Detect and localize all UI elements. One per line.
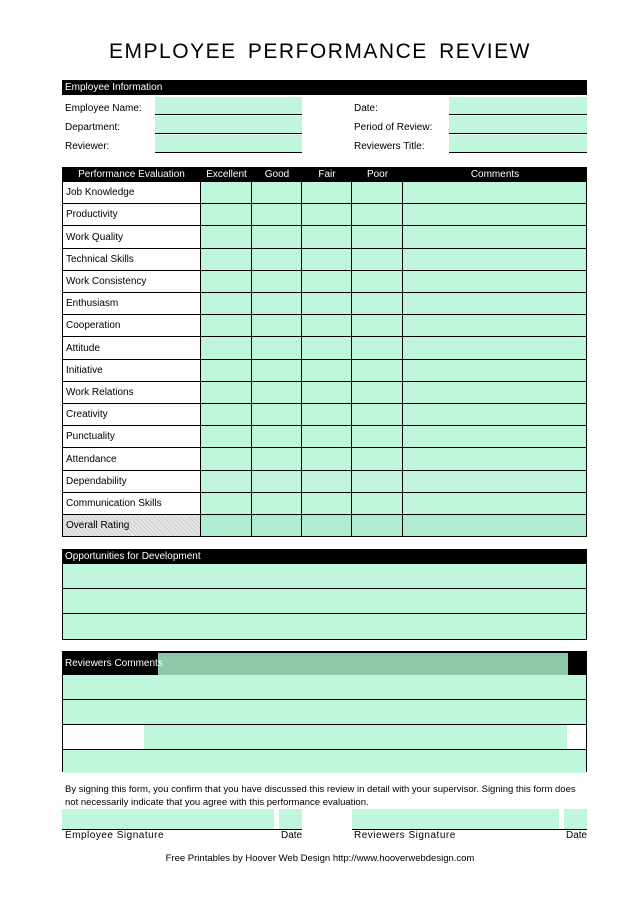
rating-fair-cell[interactable] — [302, 271, 352, 293]
reviewers-comments-header: Reviewers Comments — [65, 658, 163, 669]
evaluation-header-excellent: Excellent — [206, 169, 247, 180]
criterion-label: Job Knowledge — [62, 182, 201, 204]
rating-excellent-cell[interactable] — [201, 471, 252, 493]
rating-good-cell[interactable] — [252, 360, 302, 382]
signing-note: By signing this form, you confirm that you have discussed this review in detail with your supervisor. Signing this form does not necessarily indicate that you agree with this performance evaluation. — [65, 784, 576, 808]
rating-good-cell[interactable] — [252, 271, 302, 293]
rating-good-cell[interactable] — [252, 471, 302, 493]
criterion-label: Dependability — [62, 471, 201, 493]
criterion-label: Attitude — [62, 337, 201, 360]
rating-poor-cell[interactable] — [352, 382, 403, 404]
rating-comments-cell[interactable] — [403, 448, 587, 471]
rating-excellent-cell[interactable] — [201, 249, 252, 271]
overall-excellent-cell[interactable] — [201, 515, 252, 537]
rating-fair-cell[interactable] — [302, 315, 352, 337]
reviewers-title-field[interactable] — [449, 135, 587, 153]
criterion-label: Punctuality — [62, 426, 201, 448]
rating-comments-cell[interactable] — [403, 226, 587, 249]
overall-fair-cell[interactable] — [302, 515, 352, 537]
employee-info-header: Employee Information — [62, 80, 587, 95]
date-field[interactable] — [449, 97, 587, 115]
criterion-label: Attendance — [62, 448, 201, 471]
rating-fair-cell[interactable] — [302, 404, 352, 426]
employee-date-label: Date — [281, 830, 303, 841]
rating-poor-cell[interactable] — [352, 249, 403, 271]
criterion-label: Initiative — [62, 360, 201, 382]
criterion-label: Work Relations — [62, 382, 201, 404]
rating-poor-cell[interactable] — [352, 271, 403, 293]
rating-poor-cell[interactable] — [352, 204, 403, 226]
reviewer-date-label: Date — [566, 830, 588, 841]
rating-excellent-cell[interactable] — [201, 293, 252, 315]
development-line-3[interactable] — [63, 614, 586, 639]
overall-comments-cell[interactable] — [403, 515, 587, 537]
reviewers-comments-header-field[interactable] — [158, 653, 568, 675]
rating-good-cell[interactable] — [252, 249, 302, 271]
rating-excellent-cell[interactable] — [201, 204, 252, 226]
rating-excellent-cell[interactable] — [201, 337, 252, 360]
criterion-label: Communication Skills — [62, 493, 201, 515]
rating-poor-cell[interactable] — [352, 226, 403, 249]
rating-good-cell[interactable] — [252, 293, 302, 315]
development-line-2[interactable] — [63, 589, 586, 614]
date-label: Date: — [354, 103, 378, 114]
overall-good-cell[interactable] — [252, 515, 302, 537]
rating-excellent-cell[interactable] — [201, 404, 252, 426]
rating-fair-cell[interactable] — [302, 204, 352, 226]
rating-excellent-cell[interactable] — [201, 493, 252, 515]
page-title: EMPLOYEE PERFORMANCE REVIEW — [109, 40, 531, 63]
rating-comments-cell[interactable] — [403, 493, 587, 515]
rating-fair-cell[interactable] — [302, 426, 352, 448]
rating-comments-cell[interactable] — [403, 249, 587, 271]
evaluation-header-comments: Comments — [470, 169, 520, 180]
reviewer-field[interactable] — [155, 135, 302, 153]
criterion-label: Enthusiasm — [62, 293, 201, 315]
rating-fair-cell[interactable] — [302, 448, 352, 471]
reviewers-comments-box — [62, 675, 587, 772]
reviewers-comment-line-4[interactable] — [63, 750, 586, 773]
rating-comments-cell[interactable] — [403, 182, 587, 204]
rating-poor-cell[interactable] — [352, 182, 403, 204]
rating-poor-cell[interactable] — [352, 293, 403, 315]
rating-poor-cell[interactable] — [352, 337, 403, 360]
rating-poor-cell[interactable] — [352, 404, 403, 426]
employee-signature-label: Employee Signature — [65, 830, 165, 841]
rating-excellent-cell[interactable] — [201, 182, 252, 204]
rating-good-cell[interactable] — [252, 182, 302, 204]
development-header: Opportunities for Development — [62, 549, 587, 564]
rating-good-cell[interactable] — [252, 426, 302, 448]
development-box — [62, 564, 587, 640]
rating-comments-cell[interactable] — [403, 426, 587, 448]
rating-fair-cell[interactable] — [302, 226, 352, 249]
rating-good-cell[interactable] — [252, 382, 302, 404]
reviewer-date-field[interactable] — [564, 809, 587, 829]
rating-comments-cell[interactable] — [403, 204, 587, 226]
rating-good-cell[interactable] — [252, 404, 302, 426]
rating-fair-cell[interactable] — [302, 293, 352, 315]
rating-comments-cell[interactable] — [403, 382, 587, 404]
period-of-review-label: Period of Review: — [354, 122, 433, 133]
rating-poor-cell[interactable] — [352, 315, 403, 337]
footer-credit: Free Printables by Hoover Web Design http://www.hooverwebdesign.com — [165, 853, 475, 864]
rating-comments-cell[interactable] — [403, 293, 587, 315]
criterion-label: Cooperation — [62, 315, 201, 337]
reviewer-label: Reviewer: — [65, 141, 110, 152]
rating-fair-cell[interactable] — [302, 493, 352, 515]
rating-good-cell[interactable] — [252, 337, 302, 360]
rating-excellent-cell[interactable] — [201, 315, 252, 337]
rating-fair-cell[interactable] — [302, 360, 352, 382]
development-line-1[interactable] — [63, 564, 586, 589]
department-field[interactable] — [155, 116, 302, 134]
rating-good-cell[interactable] — [252, 493, 302, 515]
reviewers-comment-line-1[interactable] — [63, 675, 586, 700]
rating-fair-cell[interactable] — [302, 471, 352, 493]
employee-name-field[interactable] — [155, 97, 302, 115]
reviewers-comment-line-2[interactable] — [63, 700, 586, 725]
rating-comments-cell[interactable] — [403, 360, 587, 382]
rating-poor-cell[interactable] — [352, 426, 403, 448]
rating-comments-cell[interactable] — [403, 471, 587, 493]
reviewers-comment-line-3[interactable] — [63, 725, 586, 750]
criterion-label: Creativity — [62, 404, 201, 426]
evaluation-header-criteria: Performance Evaluation — [78, 169, 185, 180]
rating-excellent-cell[interactable] — [201, 226, 252, 249]
rating-excellent-cell[interactable] — [201, 382, 252, 404]
department-label: Department: — [65, 122, 121, 133]
rating-poor-cell[interactable] — [352, 360, 403, 382]
rating-excellent-cell[interactable] — [201, 426, 252, 448]
rating-comments-cell[interactable] — [403, 404, 587, 426]
rating-poor-cell[interactable] — [352, 471, 403, 493]
rating-comments-cell[interactable] — [403, 337, 587, 360]
rating-good-cell[interactable] — [252, 226, 302, 249]
employee-signature-field[interactable] — [62, 809, 274, 829]
evaluation-header-good: Good — [264, 169, 290, 180]
reviewers-title-label: Reviewers Title: — [354, 141, 425, 152]
rating-good-cell[interactable] — [252, 204, 302, 226]
period-of-review-field[interactable] — [449, 116, 587, 134]
rating-fair-cell[interactable] — [302, 382, 352, 404]
evaluation-header-fair: Fair — [318, 169, 336, 180]
evaluation-header-poor: Poor — [366, 169, 389, 180]
criterion-label: Work Consistency — [62, 271, 201, 293]
criterion-label: Technical Skills — [62, 249, 201, 271]
rating-fair-cell[interactable] — [302, 182, 352, 204]
rating-poor-cell[interactable] — [352, 448, 403, 471]
criterion-label: Productivity — [62, 204, 201, 226]
overall-poor-cell[interactable] — [352, 515, 403, 537]
rating-excellent-cell[interactable] — [201, 360, 252, 382]
employee-name-label: Employee Name: — [65, 103, 142, 114]
rating-fair-cell[interactable] — [302, 337, 352, 360]
rating-excellent-cell[interactable] — [201, 448, 252, 471]
rating-comments-cell[interactable] — [403, 315, 587, 337]
rating-good-cell[interactable] — [252, 315, 302, 337]
rating-excellent-cell[interactable] — [201, 271, 252, 293]
criterion-label: Work Quality — [62, 226, 201, 249]
rating-fair-cell[interactable] — [302, 249, 352, 271]
rating-comments-cell[interactable] — [403, 271, 587, 293]
reviewer-signature-label: Reviewers Signature — [354, 830, 456, 841]
employee-date-field[interactable] — [279, 809, 302, 829]
rating-poor-cell[interactable] — [352, 493, 403, 515]
rating-good-cell[interactable] — [252, 448, 302, 471]
overall-rating-label: Overall Rating — [62, 515, 201, 537]
reviewer-signature-field[interactable] — [352, 809, 559, 829]
